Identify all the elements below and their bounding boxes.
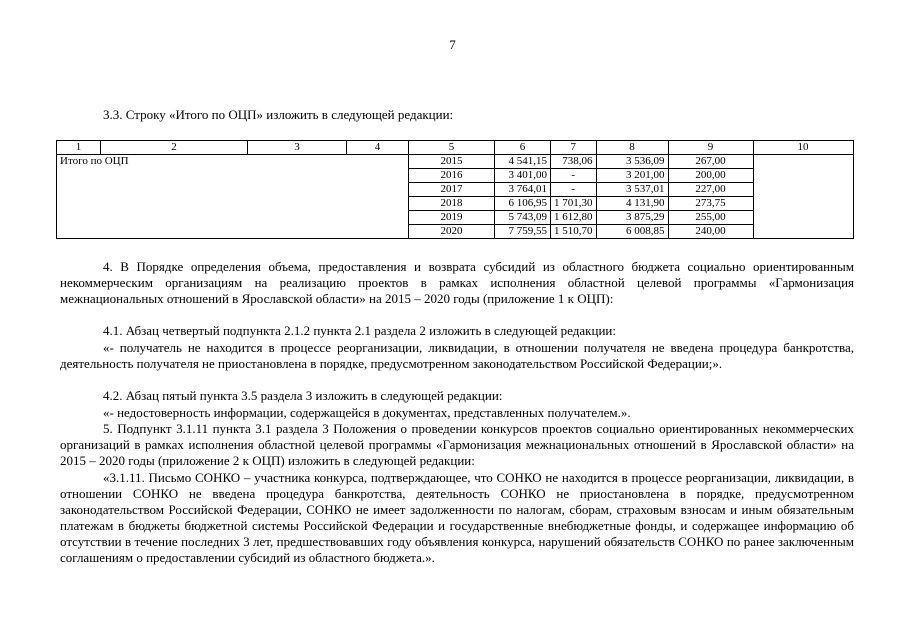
value-cell: 4 541,15 [495, 155, 551, 169]
value-cell: 7 759,55 [495, 225, 551, 239]
paragraph-4: 4. В Порядке определения объема, предоставления и возврата субсидий из областного бюджета социально ориентированным некоммерческим организациям на реализацию проектов в рамках исполнения областной целевой программы «Гармонизация межнациональных отношений в Ярославской области» на 2015 – 2020 годы (приложение 1 к ОЦП): [60, 259, 854, 306]
paragraph-5: 5. Подпункт 3.1.11 пункта 3.1 раздела 3 Положения о проведении конкурсов проектов социально ориентированных некоммерческих организаций в рамках исполнения областной целевой программы «Гармонизация межнациональных отношений в Ярославской области» на 2015 – 2020 годы (приложение 2 к ОЦП) изложить в следующей редакции: [60, 421, 854, 468]
value-cell: 3 401,00 [495, 169, 551, 183]
empty-cell [753, 155, 853, 239]
section-3-3-heading: 3.3. Строку «Итого по ОЦП» изложить в следующей редакции: [103, 107, 454, 122]
year-cell: 2019 [409, 211, 495, 225]
value-cell: 273,75 [668, 197, 753, 211]
paragraph-4-1: 4.1. Абзац четвертый подпункта 2.1.2 пункта 2.1 раздела 2 изложить в следующей редакции: [103, 323, 616, 338]
value-cell: 3 536,09 [596, 155, 668, 169]
totals-table [56, 140, 854, 239]
year-cell: 2018 [409, 197, 495, 211]
value-cell: 255,00 [668, 211, 753, 225]
table-row [57, 155, 854, 169]
value-cell: 227,00 [668, 183, 753, 197]
year-cell: 2015 [409, 155, 495, 169]
value-cell: 3 537,01 [596, 183, 668, 197]
page-number: 7 [449, 37, 456, 52]
value-cell: 738,06 [551, 155, 597, 169]
value-cell: - [551, 169, 597, 183]
table-header-cell: 5 [409, 141, 495, 155]
table-header-cell: 10 [753, 141, 853, 155]
value-cell: 200,00 [668, 169, 753, 183]
value-cell: 1 701,30 [551, 197, 597, 211]
value-cell: 1 612,80 [551, 211, 597, 225]
table-header-cell: 2 [101, 141, 248, 155]
year-cell: 2017 [409, 183, 495, 197]
value-cell: 5 743,09 [495, 211, 551, 225]
year-cell: 2016 [409, 169, 495, 183]
value-cell: 3 201,00 [596, 169, 668, 183]
paragraph-5-quote: «3.1.11. Письмо СОНКО – участника конкурса, подтверждающее, что СОНКО не находится в процессе реорганизации, ликвидации, в отношении СОНКО не введена процедура банкротства, деятельность СОНКО не приостановлена в порядке, предусмотренном законодательством Российской Федерации, СОНКО не имеет задолженности по налогам, сборам, страховым взносам и иным обязательным платежам в бюджеты бюджетной системы Российской Федерации и государственные внебюджетные фонды, и содержащее информацию об отсутствии в течение последних 3 лет, предшествовавших году объявления конкурса, нарушений обязательств СОНКО по ранее заключенным соглашениям о предоставлении субсидий из областного бюджета.». [60, 470, 854, 565]
table-header-row [57, 141, 854, 155]
table-header-cell: 7 [551, 141, 597, 155]
table-header-cell: 4 [347, 141, 409, 155]
value-cell: 4 131,90 [596, 197, 668, 211]
table-header-cell: 9 [668, 141, 753, 155]
value-cell: 3 764,01 [495, 183, 551, 197]
year-cell: 2020 [409, 225, 495, 239]
value-cell: 3 875,29 [596, 211, 668, 225]
value-cell: - [551, 183, 597, 197]
paragraph-4-1-quote: «- получатель не находится в процессе реорганизации, ликвидации, в отношении получателя не введена процедура банкротства, деятельность получателя не приостановлена в порядке, предусмотренном законодательством Российской Федерации;». [60, 340, 854, 371]
value-cell: 6 008,85 [596, 225, 668, 239]
table-header-cell: 8 [596, 141, 668, 155]
value-cell: 1 510,70 [551, 225, 597, 239]
paragraph-4-2-quote: «- недостоверность информации, содержащейся в документах, представленных получателем.». [103, 405, 631, 420]
table-header-cell: 1 [57, 141, 101, 155]
value-cell: 240,00 [668, 225, 753, 239]
value-cell: 267,00 [668, 155, 753, 169]
table-header-cell: 6 [495, 141, 551, 155]
value-cell: 6 106,95 [495, 197, 551, 211]
table-header-cell: 3 [248, 141, 347, 155]
paragraph-4-2: 4.2. Абзац пятый пункта 3.5 раздела 3 изложить в следующей редакции: [103, 388, 503, 403]
total-label-cell: Итого по ОЦП [57, 155, 409, 239]
